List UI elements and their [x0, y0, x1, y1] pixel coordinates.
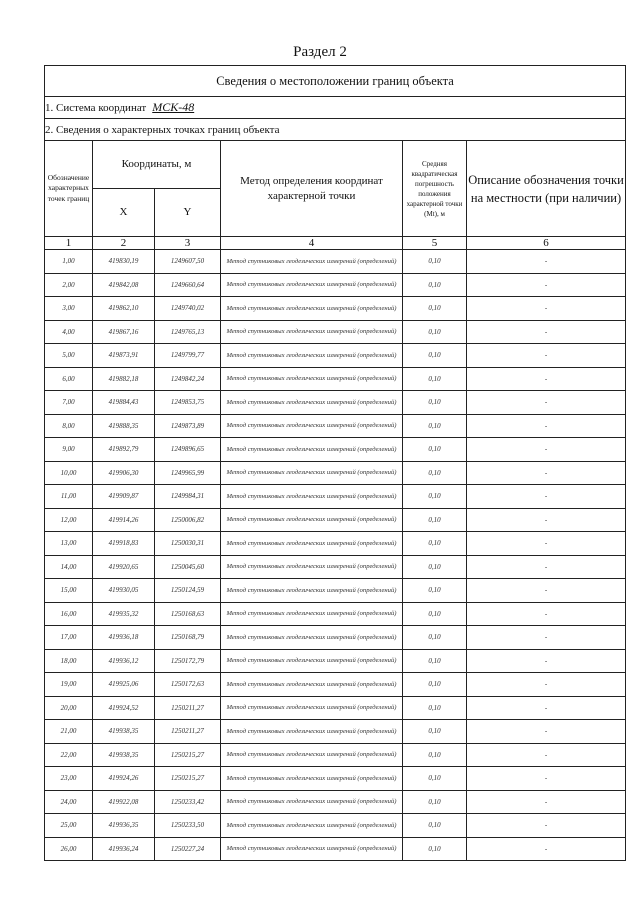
column-number: 1: [45, 237, 93, 250]
method-cell: Метод спутниковых геодезических измерений (определений): [221, 767, 403, 791]
method-cell: Метод спутниковых геодезических измерений (определений): [221, 626, 403, 650]
table-row: [45, 367, 626, 391]
coord-system-value: МСК-48: [152, 100, 195, 114]
description-cell: -: [467, 320, 626, 344]
point-number-cell: 22,00: [45, 743, 93, 767]
accuracy-cell: 0,10: [403, 767, 467, 791]
point-number-cell: 25,00: [45, 814, 93, 838]
y-coordinate-cell: 1250227,24: [155, 837, 221, 861]
method-cell: Метод спутниковых геодезических измерений (определений): [221, 297, 403, 321]
x-coordinate-cell: 419830,19: [93, 250, 155, 274]
y-coordinate-cell: 1249984,31: [155, 485, 221, 509]
x-coordinate-cell: 419918,83: [93, 532, 155, 556]
table-row: [45, 814, 626, 838]
method-cell: Метод спутниковых геодезических измерений (определений): [221, 814, 403, 838]
description-cell: -: [467, 579, 626, 603]
point-number-cell: 17,00: [45, 626, 93, 650]
table-row: [45, 508, 626, 532]
coord-system-label: 1. Система координат: [45, 102, 147, 114]
col-description-header: Описание обозначения точки на местности (при наличии): [467, 141, 626, 237]
method-cell: Метод спутниковых геодезических измерений (определений): [221, 555, 403, 579]
col-method-header: Метод определения координат характерной точки: [221, 141, 403, 237]
y-coordinate-cell: 1249965,99: [155, 461, 221, 485]
accuracy-cell: 0,10: [403, 673, 467, 697]
x-coordinate-cell: 419892,79: [93, 438, 155, 462]
table-row: [45, 837, 626, 861]
column-number: 4: [221, 237, 403, 250]
x-coordinate-cell: 419867,16: [93, 320, 155, 344]
accuracy-cell: 0,10: [403, 720, 467, 744]
method-cell: Метод спутниковых геодезических измерений (определений): [221, 485, 403, 509]
x-coordinate-cell: 419936,24: [93, 837, 155, 861]
y-coordinate-cell: 1250233,42: [155, 790, 221, 814]
point-number-cell: 21,00: [45, 720, 93, 744]
description-cell: -: [467, 673, 626, 697]
x-coordinate-cell: 419922,08: [93, 790, 155, 814]
point-number-cell: 7,00: [45, 391, 93, 415]
accuracy-cell: 0,10: [403, 555, 467, 579]
x-coordinate-cell: 419882,18: [93, 367, 155, 391]
x-coordinate-cell: 419862,10: [93, 297, 155, 321]
y-coordinate-cell: 1250215,27: [155, 767, 221, 791]
y-coordinate-cell: 1250172,63: [155, 673, 221, 697]
point-number-cell: 10,00: [45, 461, 93, 485]
column-number: 2: [93, 237, 155, 250]
method-cell: Метод спутниковых геодезических измерений (определений): [221, 532, 403, 556]
x-coordinate-cell: 419873,91: [93, 344, 155, 368]
description-cell: -: [467, 273, 626, 297]
point-number-cell: 26,00: [45, 837, 93, 861]
accuracy-cell: 0,10: [403, 814, 467, 838]
x-coordinate-cell: 419920,65: [93, 555, 155, 579]
accuracy-cell: 0,10: [403, 414, 467, 438]
method-cell: Метод спутниковых геодезических измерений (определений): [221, 508, 403, 532]
col-accuracy-header: Средняя квадратическая погрешность положения характерной точки (Mt), м: [403, 141, 467, 237]
point-number-cell: 9,00: [45, 438, 93, 462]
x-coordinate-cell: 419909,87: [93, 485, 155, 509]
method-cell: Метод спутниковых геодезических измерений (определений): [221, 790, 403, 814]
col-coordinates-header: Координаты, м: [93, 141, 221, 189]
description-cell: -: [467, 743, 626, 767]
table-row: [45, 532, 626, 556]
x-coordinate-cell: 419906,30: [93, 461, 155, 485]
description-cell: -: [467, 696, 626, 720]
point-number-cell: 8,00: [45, 414, 93, 438]
method-cell: Метод спутниковых геодезических измерений (определений): [221, 602, 403, 626]
col-y-header: Y: [155, 189, 221, 237]
method-cell: Метод спутниковых геодезических измерений (определений): [221, 250, 403, 274]
table-row: [45, 273, 626, 297]
y-coordinate-cell: 1250215,27: [155, 743, 221, 767]
method-cell: Метод спутниковых геодезических измерений (определений): [221, 696, 403, 720]
table-row: [45, 344, 626, 368]
table-row: [45, 790, 626, 814]
accuracy-cell: 0,10: [403, 579, 467, 603]
accuracy-cell: 0,10: [403, 790, 467, 814]
description-cell: -: [467, 602, 626, 626]
accuracy-cell: 0,10: [403, 626, 467, 650]
accuracy-cell: 0,10: [403, 602, 467, 626]
table-row: [45, 579, 626, 603]
method-cell: Метод спутниковых геодезических измерений (определений): [221, 673, 403, 697]
table-row: [45, 743, 626, 767]
accuracy-cell: 0,10: [403, 837, 467, 861]
description-cell: -: [467, 837, 626, 861]
accuracy-cell: 0,10: [403, 320, 467, 344]
x-coordinate-cell: 419936,18: [93, 626, 155, 650]
point-number-cell: 3,00: [45, 297, 93, 321]
point-number-cell: 20,00: [45, 696, 93, 720]
x-coordinate-cell: 419935,32: [93, 602, 155, 626]
description-cell: -: [467, 720, 626, 744]
table-row: [45, 602, 626, 626]
point-number-cell: 5,00: [45, 344, 93, 368]
y-coordinate-cell: 1250124,59: [155, 579, 221, 603]
boundary-points-table: [44, 65, 626, 861]
y-coordinate-cell: 1249740,02: [155, 297, 221, 321]
accuracy-cell: 0,10: [403, 696, 467, 720]
table-row: [45, 767, 626, 791]
table-row: [45, 297, 626, 321]
description-cell: -: [467, 532, 626, 556]
description-cell: -: [467, 367, 626, 391]
table-row: [45, 649, 626, 673]
method-cell: Метод спутниковых геодезических измерений (определений): [221, 743, 403, 767]
y-coordinate-cell: 1249896,65: [155, 438, 221, 462]
column-number: 5: [403, 237, 467, 250]
method-cell: Метод спутниковых геодезических измерений (определений): [221, 414, 403, 438]
description-cell: -: [467, 555, 626, 579]
y-coordinate-cell: 1250006,82: [155, 508, 221, 532]
y-coordinate-cell: 1250045,60: [155, 555, 221, 579]
x-coordinate-cell: 419888,35: [93, 414, 155, 438]
accuracy-cell: 0,10: [403, 532, 467, 556]
description-cell: -: [467, 508, 626, 532]
y-coordinate-cell: 1249799,77: [155, 344, 221, 368]
y-coordinate-cell: 1249765,13: [155, 320, 221, 344]
description-cell: -: [467, 344, 626, 368]
method-cell: Метод спутниковых геодезических измерений (определений): [221, 320, 403, 344]
x-coordinate-cell: 419924,26: [93, 767, 155, 791]
y-coordinate-cell: 1250233,50: [155, 814, 221, 838]
point-number-cell: 4,00: [45, 320, 93, 344]
method-cell: Метод спутниковых геодезических измерений (определений): [221, 649, 403, 673]
description-cell: -: [467, 461, 626, 485]
table-row: [45, 320, 626, 344]
point-number-cell: 24,00: [45, 790, 93, 814]
description-cell: -: [467, 391, 626, 415]
method-cell: Метод спутниковых геодезических измерений (определений): [221, 579, 403, 603]
points-title: 2. Сведения о характерных точках границ объекта: [45, 119, 626, 141]
description-cell: -: [467, 649, 626, 673]
accuracy-cell: 0,10: [403, 344, 467, 368]
accuracy-cell: 0,10: [403, 508, 467, 532]
description-cell: -: [467, 790, 626, 814]
method-cell: Метод спутниковых геодезических измерений (определений): [221, 720, 403, 744]
y-coordinate-cell: 1250168,63: [155, 602, 221, 626]
table-row: [45, 720, 626, 744]
x-coordinate-cell: 419936,35: [93, 814, 155, 838]
table-row: [45, 673, 626, 697]
table-row: [45, 696, 626, 720]
method-cell: Метод спутниковых геодезических измерений (определений): [221, 344, 403, 368]
table-row: [45, 250, 626, 274]
description-cell: -: [467, 438, 626, 462]
column-number: 6: [467, 237, 626, 250]
column-number: 3: [155, 237, 221, 250]
y-coordinate-cell: 1250168,79: [155, 626, 221, 650]
point-number-cell: 19,00: [45, 673, 93, 697]
method-cell: Метод спутниковых геодезических измерений (определений): [221, 837, 403, 861]
description-cell: -: [467, 250, 626, 274]
method-cell: Метод спутниковых геодезических измерений (определений): [221, 367, 403, 391]
point-number-cell: 6,00: [45, 367, 93, 391]
y-coordinate-cell: 1249607,50: [155, 250, 221, 274]
table-row: [45, 414, 626, 438]
description-cell: -: [467, 767, 626, 791]
y-coordinate-cell: 1250211,27: [155, 720, 221, 744]
description-cell: -: [467, 297, 626, 321]
point-number-cell: 23,00: [45, 767, 93, 791]
point-number-cell: 1,00: [45, 250, 93, 274]
accuracy-cell: 0,10: [403, 297, 467, 321]
description-cell: -: [467, 485, 626, 509]
point-number-cell: 13,00: [45, 532, 93, 556]
table-row: [45, 438, 626, 462]
x-coordinate-cell: 419884,43: [93, 391, 155, 415]
point-number-cell: 16,00: [45, 602, 93, 626]
x-coordinate-cell: 419842,08: [93, 273, 155, 297]
x-coordinate-cell: 419914,26: [93, 508, 155, 532]
y-coordinate-cell: 1249873,89: [155, 414, 221, 438]
accuracy-cell: 0,10: [403, 438, 467, 462]
accuracy-cell: 0,10: [403, 649, 467, 673]
section-title: Раздел 2: [293, 44, 347, 60]
accuracy-cell: 0,10: [403, 743, 467, 767]
accuracy-cell: 0,10: [403, 250, 467, 274]
method-cell: Метод спутниковых геодезических измерений (определений): [221, 438, 403, 462]
table-row: [45, 555, 626, 579]
description-cell: -: [467, 414, 626, 438]
y-coordinate-cell: 1249842,24: [155, 367, 221, 391]
y-coordinate-cell: 1250030,31: [155, 532, 221, 556]
point-number-cell: 2,00: [45, 273, 93, 297]
column-numbers-row: [45, 237, 626, 250]
x-coordinate-cell: 419938,35: [93, 720, 155, 744]
x-coordinate-cell: 419925,06: [93, 673, 155, 697]
accuracy-cell: 0,10: [403, 367, 467, 391]
accuracy-cell: 0,10: [403, 461, 467, 485]
point-number-cell: 12,00: [45, 508, 93, 532]
y-coordinate-cell: 1249660,64: [155, 273, 221, 297]
table-row: [45, 461, 626, 485]
table-row: [45, 626, 626, 650]
point-number-cell: 15,00: [45, 579, 93, 603]
method-cell: Метод спутниковых геодезических измерений (определений): [221, 461, 403, 485]
method-cell: Метод спутниковых геодезических измерений (определений): [221, 273, 403, 297]
x-coordinate-cell: 419936,12: [93, 649, 155, 673]
accuracy-cell: 0,10: [403, 273, 467, 297]
y-coordinate-cell: 1250172,79: [155, 649, 221, 673]
accuracy-cell: 0,10: [403, 485, 467, 509]
x-coordinate-cell: 419924,52: [93, 696, 155, 720]
point-number-cell: 18,00: [45, 649, 93, 673]
table-title: Сведения о местоположении границ объекта: [45, 66, 626, 97]
accuracy-cell: 0,10: [403, 391, 467, 415]
coord-system-row: [45, 97, 626, 119]
y-coordinate-cell: 1250211,27: [155, 696, 221, 720]
table-row: [45, 391, 626, 415]
col-x-header: X: [93, 189, 155, 237]
y-coordinate-cell: 1249853,75: [155, 391, 221, 415]
table-row: [45, 485, 626, 509]
x-coordinate-cell: 419938,35: [93, 743, 155, 767]
x-coordinate-cell: 419930,05: [93, 579, 155, 603]
description-cell: -: [467, 814, 626, 838]
method-cell: Метод спутниковых геодезических измерений (определений): [221, 391, 403, 415]
point-number-cell: 11,00: [45, 485, 93, 509]
col-designation-header: Обозначение характерных точек границ: [45, 141, 93, 237]
description-cell: -: [467, 626, 626, 650]
point-number-cell: 14,00: [45, 555, 93, 579]
